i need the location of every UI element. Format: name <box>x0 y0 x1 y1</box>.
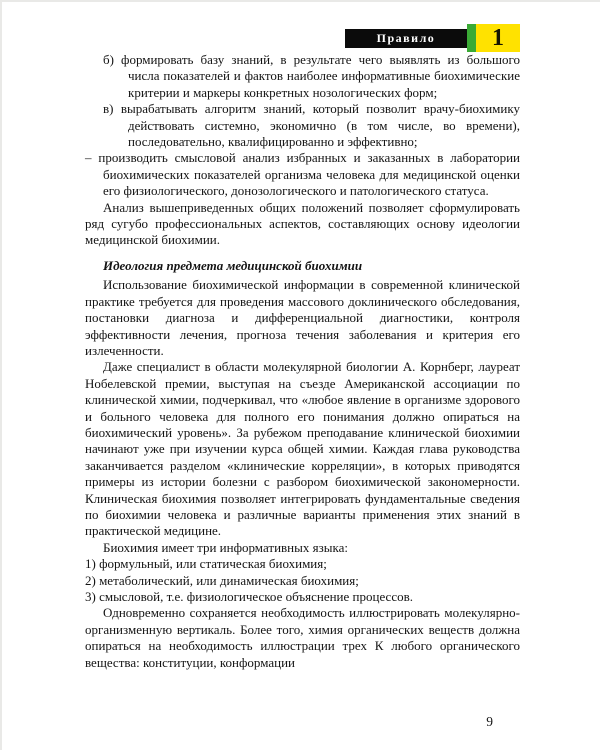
paragraph: Использование биохимической информации в современной клинической практике требуется для проведения массового доклинического обследования, постановки диагноза и дифференциальной диагностики, контроля эффективности лечения, прогноза течения заболевания и критерия его излеченности. <box>85 277 520 358</box>
numbered-item-3: 3) смысловой, т.е. физиологическое объяснение процессов. <box>85 589 413 604</box>
paragraph: Одновременно сохраняется необходимость иллюстрировать молекулярно-организменную вертикаль. Более того, химия органических веществ должна опираться на необходимость иллюстрации трех К любого органического вещества: конституции, конформации <box>85 605 520 670</box>
page-number: 9 <box>486 714 493 729</box>
list-item-b: б) формировать базу знаний, в результате чего выявлять из большого числа показателей и фактов наиболее информативные биохимические критерии и маркеры конкретных нозологических форм; <box>103 52 520 100</box>
paragraph: Биохимия имеет три информативных языка: <box>103 539 348 555</box>
rule-accent-stripe <box>467 24 476 52</box>
rule-number: 1 <box>476 24 520 52</box>
numbered-item-1: 1) формульный, или статическая биохимия; <box>85 556 327 572</box>
paragraph: Даже специалист в области молекулярной биологии А. Корнберг, лауреат Нобелевской премии, выступая на съезде Американской ассоциации по клинической химии, подчеркивал, что «любое явление в организме здорового и больного человека для полного его понимания должно опираться на биохимический уровень». За рубежом преподавание клинической биохимии начинают уже при изучении курса общей химии. Каждая глава руководства заканчивается разделом «клинические корреляции», в которых приводятся примеры из истории болезни с разбором биохимической закономерности. Клиническая биохимия позволяет интегрировать фундаментальные сведения по биохимии человека и различные варианты применения этих знаний в практической медицине. <box>85 359 520 539</box>
list-item-v: в) вырабатывать алгоритм знаний, который позволит врачу-биохимику действовать системно, экономично (в том числе, во времени), последовательно, квалифицированно и эффективно; <box>103 101 520 150</box>
section-heading: Идеология предмета медицинской биохимии <box>103 257 363 273</box>
paragraph: Анализ вышеприведенных общих положений позволяет сформулировать ряд сугубо профессиональных аспектов, составляющих основу идеологии медицинской биохимии. <box>85 199 520 248</box>
rule-label: Правило <box>376 30 436 45</box>
rule-header <box>345 24 520 52</box>
list-item-dash: – производить смысловой анализ избранных и заказанных в лаборатории биохимических показателей организма человека для медицинской оценки его физиологического, донозологического и патологического статуса. <box>85 150 520 199</box>
numbered-item-2: 2) метаболический, или динамическая биохимия; <box>85 572 359 588</box>
text-column <box>85 52 520 671</box>
rule-label-bar <box>345 29 467 48</box>
